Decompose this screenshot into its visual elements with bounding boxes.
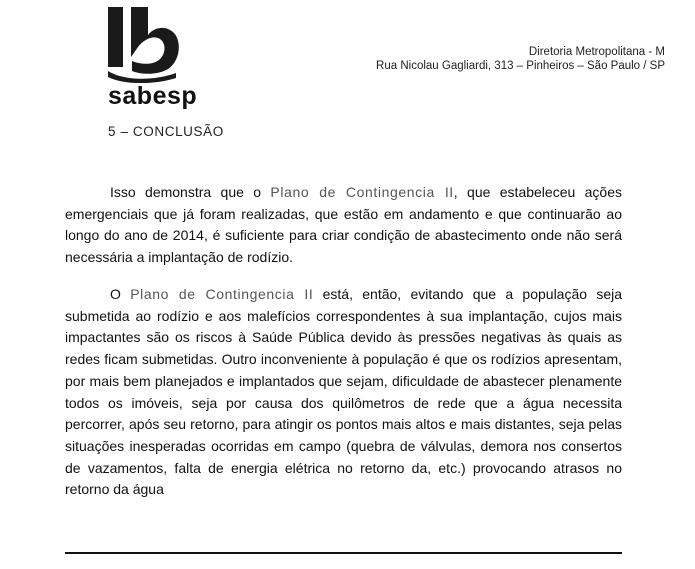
plan-name-highlight: Plano de Contingencia II [130,286,314,302]
paragraph-1-start: Isso demonstra que o [110,184,271,200]
paragraph-2 [65,284,622,501]
logo-text: sabesp [108,82,198,110]
street-address: Rua Nicolau Gagliardi, 313 – Pinheiros – São Paulo / SP [376,60,665,72]
sabesp-logo [104,5,184,83]
footer-rule [65,552,622,554]
section-title: 5 – CONCLUSÃO [108,124,224,139]
paragraph-1 [65,182,622,269]
paragraph-1-rest: , que estabeleceu ações emergenciais que já foram realizadas, que estão em andamento e que continuarão ao longo do ano de 2014, é suficiente para criar condição de abastecimento onde não será necessária a implantação de rodízio. [65,184,622,266]
sabesp-logo-icon [104,5,184,83]
paragraph-2-rest: está, então, evitando que a população seja submetida ao rodízio e aos malefícios correspondentes à sua implantação, cujos mais impactantes são os riscos à Saúde Pública devido às pressões negativas às quais as redes ficam submetidas. Outro inconveniente à população é que os rodízios apresentam, por mais bem planejados e implantados que sejam, dificuldade de abastecer plenamente todos os imóveis, seja por causa dos quilômetros de rede que a água necessita percorrer, após seu retorno, para atingir os pontos mais altos e mais distantes, seja pelas situações inesperadas ocorridas em campo (quebra de válvulas, demora nos consertos de vazamentos, falta de energia elétrica no retorno da, etc.) provocando atrasos no retorno da água [65,286,623,498]
paragraph-2-start: O [110,286,131,302]
header-address-block [376,45,665,73]
plan-name-highlight: Plano de Contingencia II [270,184,454,200]
department-name: Diretoria Metropolitana - M [528,46,665,58]
